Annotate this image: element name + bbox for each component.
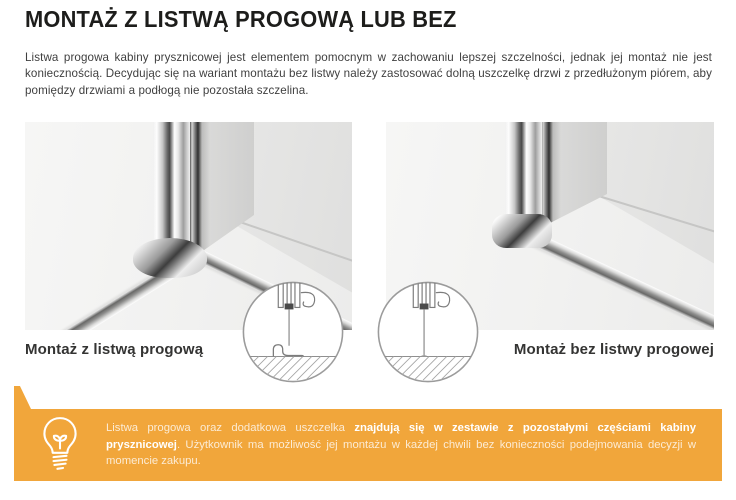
note-regular-2: . Użytkownik ma możliwość jej montażu w każdej chwili bez konieczności podejmowania decyzji w momencie zakupu. [106,438,696,468]
caption-without-threshold: Montaż bez listwy progowej [513,341,714,358]
note-regular-1: Listwa progowa oraz dodatkowa uszczelka [106,422,355,435]
lightbulb-icon [14,414,106,476]
page-title: MONTAŻ Z LISTWĄ PROGOWĄ LUB BEZ [25,6,457,32]
info-banner-text [106,420,722,470]
intro-paragraph: Listwa progowa kabiny prysznicowej jest elementem pomocnym w zachowaniu lepszej szczelności, jednak jej montaż nie jest koniecznością. Decydując się na wariant montażu bez listwy należy zastosować dolną uszczelkę drzwi z przedłużonym piórem, aby pomiędzy drzwiami a podłogą nie pozostała szczelina. [25,51,712,97]
info-banner [14,409,722,481]
cross-section-with-threshold-icon [239,278,347,386]
hinge-foot [492,214,552,248]
chrome-hinge-profile [505,122,542,226]
cross-section-without-threshold-icon [374,278,482,386]
caption-with-threshold: Montaż z listwą progową [25,341,204,358]
hinge-foot [133,238,207,278]
note-bold: znajdują się w zestawie z pozostałymi częściami kabiny prysznicowej [106,422,696,451]
